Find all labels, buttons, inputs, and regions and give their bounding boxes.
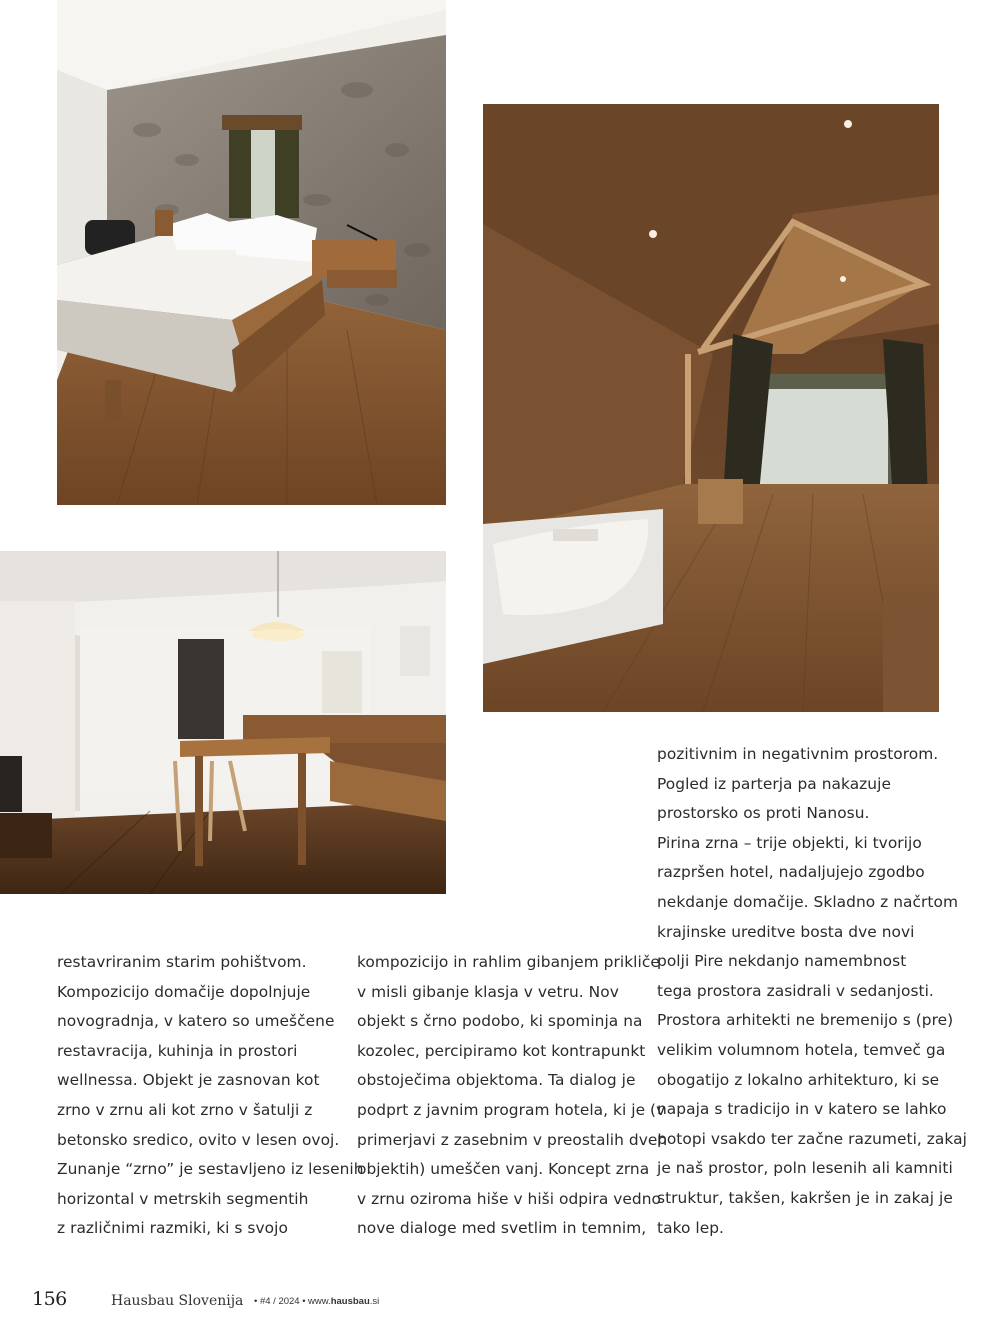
text-line: razpršen hotel, nadaljujejo zgodbo [657,863,925,882]
text-column-2 [357,948,668,1244]
text-line: obstoječima objektoma. Ta dialog je [357,1071,636,1090]
magazine-name: Hausbau Slovenija [111,1293,244,1309]
text-line: potopi vsakdo ter začne razumeti, zakaj [657,1129,967,1148]
text-line: prostorsko os proti Nanosu. [657,804,870,823]
text-line: betonsko sredico, ovito v lesen ovoj. [57,1130,340,1149]
photo-bedroom [57,0,446,505]
text-line: novogradnja, v katero so umeščene [57,1012,335,1031]
website-link[interactable] [308,1296,379,1307]
photo-attic-bathtub [483,104,939,712]
text-line: kozolec, percipiramo kot kontrapunkt [357,1041,646,1060]
issue-info: • #4 / 2024 • [254,1296,306,1307]
text-line: wellnessa. Objekt je zasnovan kot [57,1071,320,1090]
text-line: obogatijo z lokalno arhitekturo, ki se [657,1070,940,1089]
text-line: podprt z javnim program hotela, ki je (v [357,1100,666,1119]
text-line: tega prostora zasidrali v sedanjosti. [657,981,934,1000]
text-line: Prostora arhitekti ne bremenijo s (pre) [657,1011,954,1030]
text-column-1 [57,948,364,1244]
text-line: Kompozicijo domačije dopolnjuje [57,982,311,1001]
text-line: v misli gibanje klasja v vetru. Nov [357,982,619,1001]
website-suffix: .si [369,1296,380,1307]
photo-dining-room [0,551,446,894]
text-column-3 [657,740,967,1243]
text-line: je naš prostor, poln lesenih ali kamniti [657,1159,953,1178]
text-line: Pirina zrna – trije objekti, ki tvorijo [657,833,922,852]
text-line: polji Pire nekdanjo namembnost [657,952,907,971]
text-line: restavracija, kuhinja in prostori [57,1041,298,1060]
page-number: 156 [32,1288,67,1310]
text-line: nekdanje domačije. Skladno z načrtom [657,892,959,911]
text-line: horizontal v metrskih segmentih [57,1189,309,1208]
text-line: Zunanje “zrno” je sestavljeno iz lesenih [57,1160,364,1179]
text-line: zrno v zrnu ali kot zrno v šatulji z [57,1100,313,1119]
text-line: pozitivnim in negativnim prostorom. [657,745,939,763]
text-line: v zrnu oziroma hiše v hiši odpira vedno [357,1189,662,1208]
text-line: primerjavi z zasebnim v preostalih dveh [357,1130,668,1149]
text-line: krajinske ureditve bosta dve novi [657,922,915,941]
text-line: objekt s črno podobo, ki spominja na [357,1012,643,1031]
text-line: nove dialoge med svetlim in temnim, [357,1219,647,1238]
text-line: z različnimi razmiki, ki s svojo [57,1219,288,1238]
text-line: velikim volumnom hotela, temveč ga [657,1040,946,1059]
text-line: Pogled iz parterja pa nakazuje [657,774,891,793]
website-prefix: www. [308,1296,331,1307]
text-line: tako lep. [657,1218,724,1237]
text-line: restavriranim starim pohištvom. [57,953,307,971]
text-line: struktur, takšen, kakršen je in zakaj je [657,1188,953,1207]
text-line: objektih) umeščen vanj. Koncept zrna [357,1160,650,1179]
website-domain: hausbau [330,1296,370,1307]
text-line: kompozicijo in rahlim gibanjem prikliče [357,953,660,971]
text-line: napaja s tradicijo in v katero se lahko [657,1100,947,1119]
